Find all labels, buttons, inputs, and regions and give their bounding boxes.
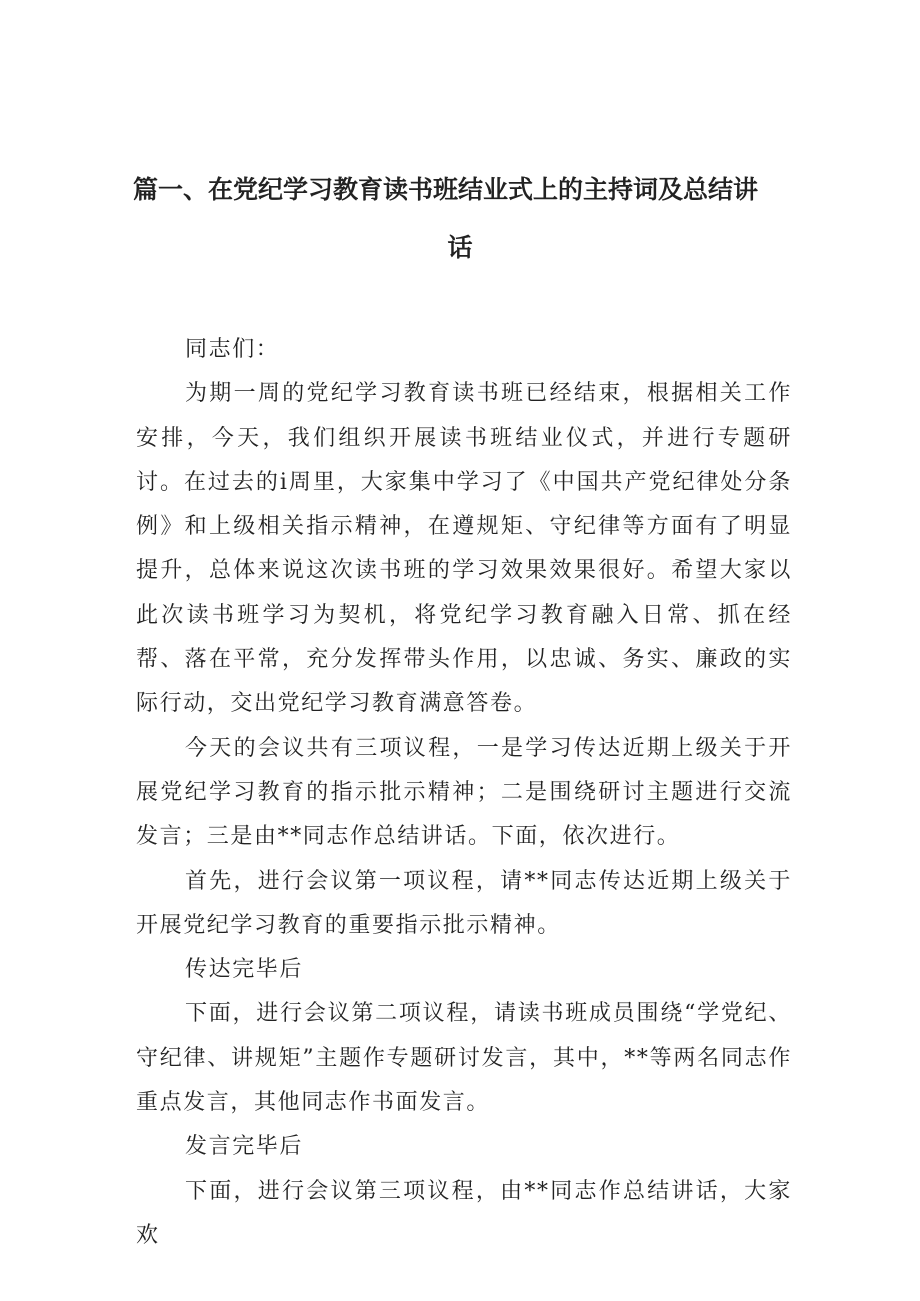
body-paragraph: 首先，进行会议第一项议程，请**同志传达近期上级关于开展党纪学习教育的重要指示批示精神。	[136, 868, 792, 938]
body-paragraph: 发言完毕后	[185, 1134, 304, 1160]
salutation: 同志们：	[185, 337, 280, 362]
body-paragraph: 下面，进行会议第二项议程，请读书班成员围绕“学党纪、守纪律、讲规矩”主题作专题研讨发言，其中，**等两名同志作重点发言，其他同志作书面发言。	[136, 1001, 792, 1116]
document-body	[136, 328, 792, 1258]
document-title: 篇一、在党纪学习教育读书班结业式上的主持词及总结讲	[133, 175, 759, 204]
body-paragraph: 下面，进行会议第三项议程，由**同志作总结讲话，大家欢	[136, 1178, 792, 1248]
body-paragraph: 传达完毕后	[185, 957, 304, 983]
body-paragraph: 为期一周的党纪学习教育读书班已经结束，根据相关工作安排，今天，我们组织开展读书班结业仪式，并进行专题研讨。在过去的i周里，大家集中学习了《中国共产党纪律处分条例》和上级相关指示精神，在遵规矩、守纪律等方面有了明显提升，总体来说这次读书班的学习效果效果很好。希望大家以此次读书班学习为契机，将党纪学习教育融入日常、抓在经帮、落在平常，充分发挥带头作用，以忠诚、务实、廉政的实际行动，交出党纪学习教育满意答卷。	[136, 381, 792, 717]
document-title-continuation: 话	[447, 233, 473, 262]
body-paragraph: 今天的会议共有三项议程，一是学习传达近期上级关于开展党纪学习教育的指示批示精神；二是围绕研讨主题进行交流发言；三是由**同志作总结讲话。下面，依次进行。	[136, 735, 792, 850]
